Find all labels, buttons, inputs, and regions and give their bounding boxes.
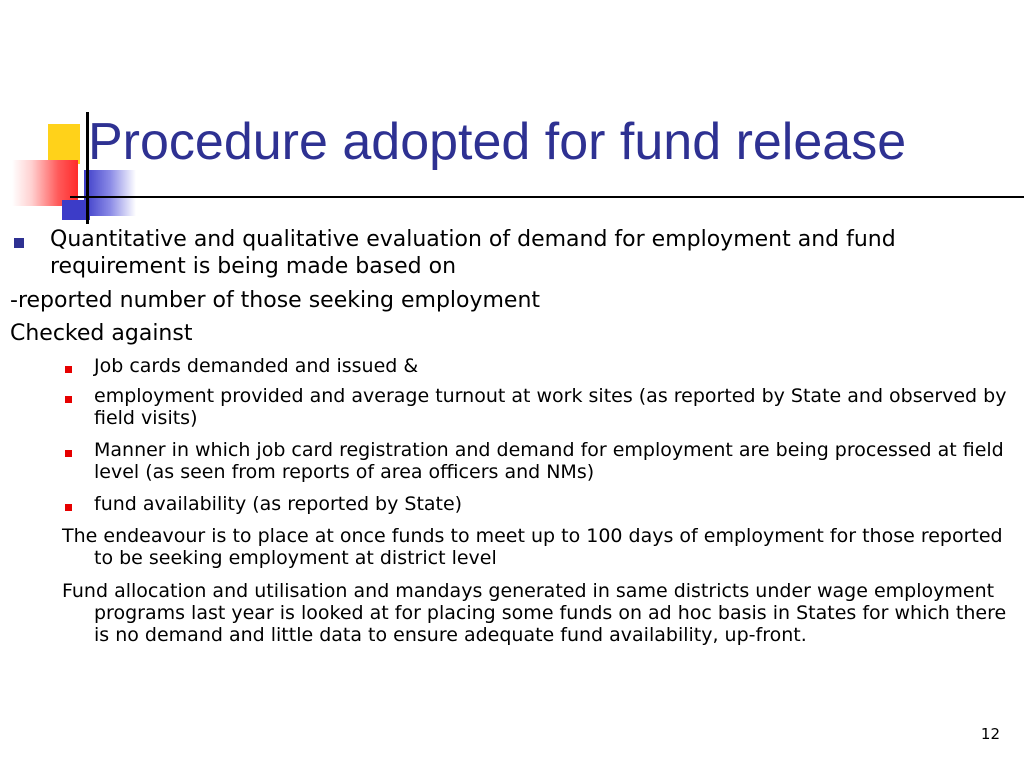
slide-title: Procedure adopted for fund release (88, 113, 907, 171)
square-bullet-icon (14, 238, 24, 248)
sub-bullet-item: employment provided and average turnout at work sites (as reported by State and observed by field visits) (94, 385, 1007, 429)
yellow-square-decoration (48, 124, 80, 164)
title-underline-rule (70, 196, 1024, 198)
red-square-bullet-icon (65, 366, 72, 373)
sub-bullet-item: fund availability (as reported by State) (94, 493, 463, 515)
red-square-bullet-icon (65, 504, 72, 511)
main-bullet-text: Quantitative and qualitative evaluation of demand for employment and fund requirement is being made based on (50, 227, 896, 279)
fund-allocation-paragraph: Fund allocation and utilisation and mandays generated in same districts under wage employment programs last year is looked at for placing some funds on ad hoc basis in States for which there is no demand and little data to ensure adequate fund availability, up-front. (62, 580, 1007, 646)
sub-bullet-item: Manner in which job card registration and demand for employment are being processed at field level (as seen from reports of area officers and NMs) (94, 439, 1004, 483)
blue-square-decoration (84, 170, 136, 216)
red-square-bullet-icon (65, 396, 72, 403)
page-number: 12 (980, 725, 1000, 743)
endeavour-paragraph: The endeavour is to place at once funds to meet up to 100 days of employment for those reported to be seeking employment at district level (62, 525, 1003, 569)
sub-bullet-item: Job cards demanded and issued & (94, 355, 419, 377)
red-square-bullet-icon (65, 450, 72, 457)
checked-against-line: Checked against (10, 321, 193, 346)
reported-line: -reported number of those seeking employment (10, 288, 541, 313)
